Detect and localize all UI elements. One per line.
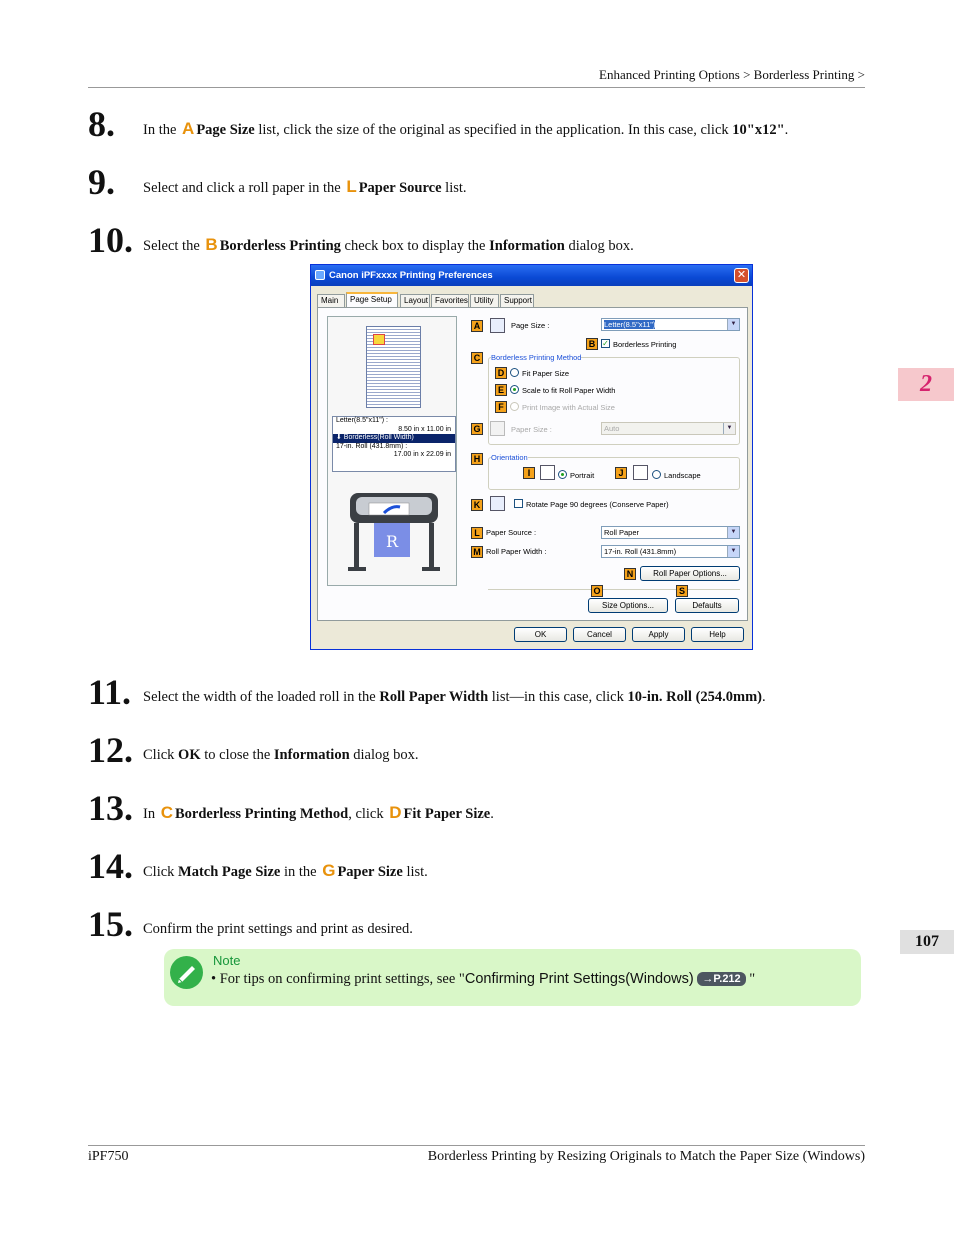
callout-label: H <box>471 453 483 465</box>
chevron-down-icon: ▼ <box>727 527 739 538</box>
footer-section-title: Borderless Printing by Resizing Originals to Match the Paper Size (Windows) <box>427 1149 865 1164</box>
callout-label: N <box>624 568 636 580</box>
tab-main[interactable]: Main <box>317 294 345 307</box>
callout-label: O <box>591 585 603 597</box>
chapter-tab[interactable]: 2 <box>898 368 954 401</box>
fit-paper-size-radio[interactable] <box>510 368 519 377</box>
rotate-label: Rotate Page 90 degrees (Conserve Paper) <box>526 500 669 509</box>
roll-options-button[interactable]: Roll Paper Options... <box>640 566 740 581</box>
page-reference-badge[interactable]: →P.212 <box>697 972 745 986</box>
callout-label: F <box>495 401 507 413</box>
landscape-label: Landscape <box>664 471 701 480</box>
callout-label: S <box>676 585 688 597</box>
paper-size-select[interactable]: Auto ▼ <box>601 422 736 435</box>
orientation-title: Orientation <box>491 453 528 462</box>
callout-label: K <box>471 499 483 511</box>
help-button[interactable]: Help <box>691 627 744 642</box>
borderless-checkbox[interactable]: ✓ <box>602 339 609 348</box>
dialog-title: Canon iPFxxxx Printing Preferences <box>329 270 493 281</box>
portrait-icon <box>540 465 555 480</box>
callout-label: I <box>523 467 535 479</box>
step-text: Select the B Borderless Printing check box to display the Information dialog box. <box>143 235 634 254</box>
ok-button[interactable]: OK <box>514 627 567 642</box>
preview-info-box <box>332 416 456 472</box>
label-icon: B <box>205 235 218 254</box>
label-icon: A <box>182 119 195 138</box>
printer-app-icon <box>315 270 325 280</box>
paper-source-select[interactable]: Roll Paper ▼ <box>601 526 740 539</box>
step-number: 15. <box>88 904 133 944</box>
page-size-select[interactable]: Letter(8.5"x11") ▼ <box>601 318 740 331</box>
step-number: 10. <box>88 220 133 260</box>
info-line-selected: ⬇ Borderless(Roll Width) <box>333 434 455 443</box>
dialog-title-bar <box>311 265 752 286</box>
header-rule <box>88 87 865 88</box>
landscape-radio[interactable] <box>652 470 661 479</box>
info-line: 17-in. Roll (431.8mm) : <box>336 442 408 450</box>
portrait-label: Portrait <box>570 471 595 480</box>
roll-width-select[interactable]: 17-in. Roll (431.8mm) ▼ <box>601 545 740 558</box>
print-actual-radio[interactable] <box>510 402 519 411</box>
print-actual-label: Print Image with Actual Size <box>522 403 615 412</box>
size-options-button[interactable]: Size Options... <box>588 598 668 613</box>
printing-preferences-dialog <box>310 264 753 650</box>
callout-label: E <box>495 384 507 396</box>
roll-width-label: Roll Paper Width : <box>486 547 547 556</box>
label-icon: L <box>346 177 357 196</box>
step-number: 8. <box>88 104 115 144</box>
footer-model: iPF750 <box>88 1149 129 1164</box>
callout-label: C <box>471 352 483 364</box>
paper-size-icon <box>490 421 505 436</box>
callout-label: A <box>471 320 483 332</box>
step-number: 11. <box>88 672 132 712</box>
note-box <box>164 949 861 1006</box>
cancel-button[interactable]: Cancel <box>573 627 626 642</box>
step-text: Select the width of the loaded roll in the Roll Paper Width list—in this case, click 10-in. Roll (254.0mm). <box>143 689 766 705</box>
tab-utility[interactable]: Utility <box>470 294 499 307</box>
tab-layout[interactable]: Layout <box>400 294 430 307</box>
tab-favorites[interactable]: Favorites <box>431 294 469 307</box>
step-number: 12. <box>88 730 133 770</box>
rotate-icon <box>490 496 505 511</box>
callout-label: M <box>471 546 483 558</box>
chevron-down-icon: ▼ <box>727 546 739 557</box>
breadcrumb: Enhanced Printing Options > Borderless Printing > <box>599 67 865 82</box>
fit-paper-size-label: Fit Paper Size <box>522 369 570 378</box>
paper-source-label: Paper Source : <box>486 528 537 537</box>
footer-rule <box>88 1145 865 1146</box>
callout-label: G <box>471 423 483 435</box>
chevron-down-icon: ▼ <box>723 423 735 434</box>
callout-label: J <box>615 467 627 479</box>
callout-label: D <box>495 367 507 379</box>
tab-support[interactable]: Support <box>500 294 534 307</box>
page-preview <box>366 326 421 408</box>
printer-illustration-icon <box>344 483 444 578</box>
divider <box>488 589 740 590</box>
note-text: • For tips on confirming print settings, see "Confirming Print Settings(Windows) →P.212 " <box>211 971 756 987</box>
label-icon: C <box>160 803 173 822</box>
step-text: Click Match Page Size in the G Paper Size list. <box>143 861 428 880</box>
step-text: Confirm the print settings and print as desired. <box>143 921 413 937</box>
step-text: Click OK to close the Information dialog box. <box>143 747 419 763</box>
borderless-label: Borderless Printing <box>613 340 677 349</box>
note-label: Note <box>213 953 241 968</box>
callout-label: B <box>586 338 598 350</box>
note-link[interactable]: Confirming Print Settings(Windows) <box>464 971 694 987</box>
chevron-down-icon: ▼ <box>727 319 739 330</box>
step-number: 9. <box>88 162 115 202</box>
preview-area <box>327 316 457 586</box>
info-line: 8.50 in x 11.00 in <box>398 425 451 433</box>
landscape-icon <box>633 465 648 480</box>
page-number: 107 <box>900 930 954 954</box>
close-icon[interactable]: ✕ <box>734 268 749 283</box>
callout-label: L <box>471 527 483 539</box>
page-size-label: Page Size : <box>511 321 550 330</box>
pencil-icon <box>170 956 203 989</box>
step-text: Select and click a roll paper in the L Paper Source list. <box>143 177 467 196</box>
info-line: Letter(8.5"x11") : <box>336 417 388 424</box>
step-text: In C Borderless Printing Method, click D Fit Paper Size. <box>143 803 494 822</box>
preview-image-icon <box>373 334 385 345</box>
step-number: 14. <box>88 846 133 886</box>
page-setup-panel <box>317 307 748 621</box>
info-line: 17.00 in x 22.09 in <box>393 451 451 458</box>
scale-roll-radio[interactable] <box>510 385 519 394</box>
label-icon: D <box>389 803 402 822</box>
svg-text:R: R <box>385 532 399 551</box>
rotate-checkbox[interactable] <box>514 499 523 508</box>
portrait-radio[interactable] <box>558 470 567 479</box>
page-size-icon <box>490 318 505 333</box>
paper-size-label: Paper Size : <box>511 425 552 434</box>
tab-page-setup[interactable]: Page Setup <box>346 292 398 307</box>
step-text: In the A Page Size list, click the size of the original as specified in the application. In this case, click 10"x12". <box>143 119 789 138</box>
apply-button[interactable]: Apply <box>632 627 685 642</box>
defaults-button[interactable]: Defaults <box>675 598 739 613</box>
method-group-title: Borderless Printing Method <box>491 353 582 362</box>
scale-roll-label: Scale to fit Roll Paper Width <box>522 386 616 395</box>
label-icon: G <box>322 861 336 880</box>
step-number: 13. <box>88 788 133 828</box>
